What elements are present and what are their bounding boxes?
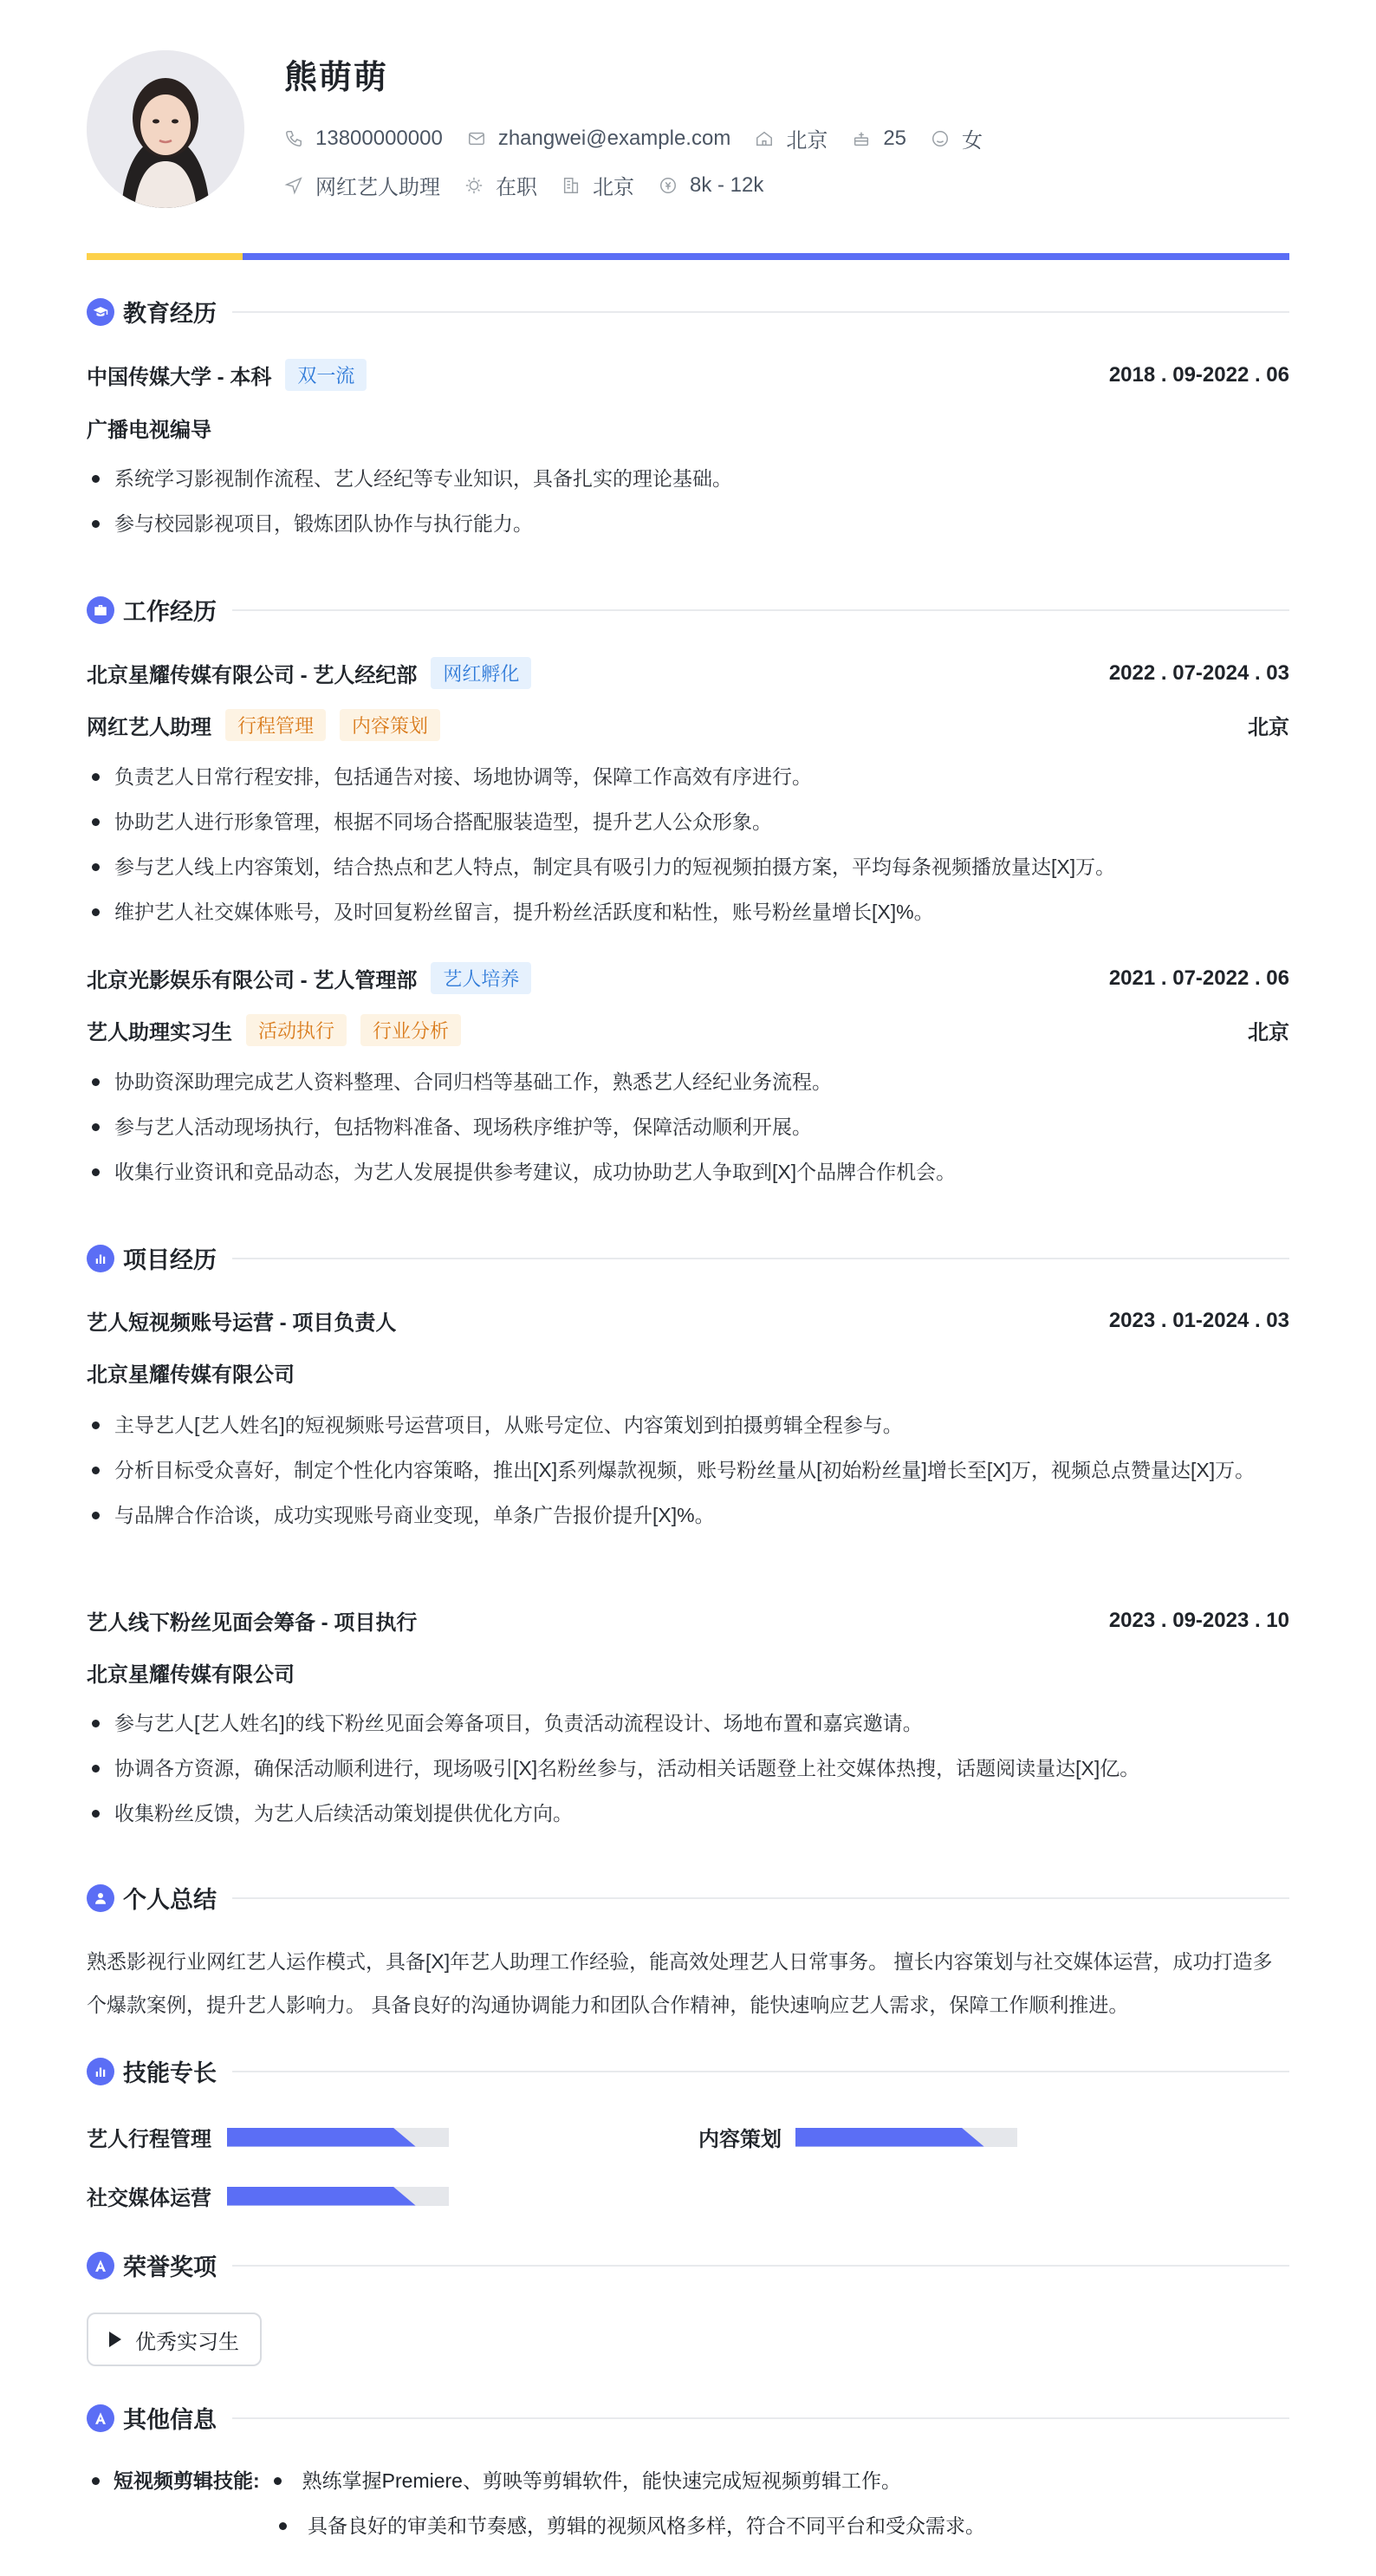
- section-work: [87, 593, 1289, 627]
- project-title: 艺人短视频账号运营 - 项目负责人: [87, 1311, 397, 1335]
- award-label: 优秀实习生: [135, 2330, 239, 2354]
- avatar-photo: [87, 50, 244, 208]
- skill-item: [698, 2122, 1017, 2152]
- section-title: 其他信息: [123, 2407, 217, 2433]
- bullet-dot: [92, 2477, 100, 2485]
- face-icon: [931, 129, 950, 148]
- project-company: 北京星耀传媒有限公司: [87, 1663, 295, 1687]
- status-value: 在职: [496, 176, 537, 199]
- city-item: [755, 123, 828, 153]
- section-projects: [87, 1241, 1289, 1275]
- list-item: 参与校园影视项目，锻炼团队协作与执行能力。: [87, 508, 1289, 539]
- section-divider: [232, 609, 1289, 611]
- award-icon: [87, 2252, 114, 2280]
- project-company: 北京星耀传媒有限公司: [87, 1363, 295, 1387]
- list-item: 熟练掌握Premiere、剪映等剪辑软件，能快速完成短视频剪辑工作。: [302, 2469, 901, 2492]
- section-title: 教育经历: [123, 301, 217, 327]
- other-info-row: [87, 2510, 1289, 2541]
- education-header: [87, 359, 1289, 391]
- education-major-row: [87, 413, 1289, 443]
- work-role-row: [87, 1014, 1289, 1046]
- header-divider-accent: [87, 253, 243, 260]
- job-intent-row: [284, 170, 788, 200]
- section-education: [87, 295, 1289, 329]
- project-bullets: [87, 1409, 1289, 1545]
- send-icon: [284, 176, 303, 195]
- section-other: [87, 2401, 1289, 2435]
- loader-icon: [464, 176, 484, 195]
- mail-icon: [467, 129, 486, 148]
- section-summary: [87, 1881, 1289, 1915]
- work-bullets: [87, 761, 1289, 941]
- skill-item: [87, 2122, 449, 2152]
- contact-row: [284, 123, 1007, 153]
- bullet-dot: [274, 2477, 282, 2485]
- gender-item: [931, 123, 983, 153]
- gender-value: 女: [962, 129, 983, 153]
- list-item: 协调各方资源，确保活动顺利进行，现场吸引[X]名粉丝参与，活动相关话题登上社交媒体热搜，话题阅读量达[X]亿。: [87, 1753, 1289, 1784]
- major-name: 广播电视编导: [87, 419, 211, 442]
- bullet-dot: [279, 2522, 287, 2530]
- email-value: zhangwei@example.com: [497, 126, 731, 150]
- section-divider: [232, 1258, 1289, 1259]
- cake-icon: [852, 129, 871, 148]
- section-awards: [87, 2248, 1289, 2282]
- project-title: 艺人线下粉丝见面会筹备 - 项目执行: [87, 1611, 418, 1635]
- skill-bar: [795, 2128, 1017, 2147]
- section-skills: [87, 2054, 1289, 2088]
- project-header: [87, 1305, 1289, 1336]
- target-city-item: [561, 170, 634, 200]
- briefcase-icon: [87, 596, 114, 624]
- salary-item: [659, 173, 763, 198]
- section-title: 技能专长: [123, 2060, 217, 2086]
- salary-value: 8k - 12k: [690, 172, 764, 197]
- user-icon: [87, 1884, 114, 1912]
- other-info-row: [87, 2465, 1289, 2496]
- phone-item: [284, 127, 443, 151]
- list-item: 参与艺人活动现场执行，包括物料准备、现场秩序维护等，保障活动顺利开展。: [87, 1111, 1289, 1142]
- company-name: 北京星耀传媒有限公司 - 艺人经纪部: [87, 664, 418, 687]
- project-date: 2023 . 09-2023 . 10: [1108, 1608, 1289, 1632]
- project-company-row: [87, 1357, 1289, 1388]
- skill-name: 艺人行程管理: [87, 2128, 211, 2151]
- section-divider: [232, 2265, 1289, 2267]
- resume-page: [87, 0, 1289, 2576]
- project-bullets: [87, 1708, 1289, 1843]
- school-name: 中国传媒大学 - 本科: [87, 366, 272, 389]
- role-name: 艺人助理实习生: [87, 1021, 232, 1044]
- skill-bar-fill: [227, 2128, 416, 2147]
- target-city-value: 北京: [593, 176, 634, 199]
- age-item: [852, 127, 906, 151]
- skill-bar-fill: [227, 2187, 416, 2206]
- work-location: 北京: [1248, 1021, 1289, 1044]
- skill-bar: [227, 2187, 449, 2206]
- list-item: 主导艺人[艺人姓名]的短视频账号运营项目，从账号定位、内容策划到拍摄剪辑全程参与。: [87, 1409, 1289, 1441]
- building-icon: [561, 176, 581, 195]
- play-icon: [109, 2332, 121, 2347]
- company-name: 北京光影娱乐有限公司 - 艺人管理部: [87, 969, 418, 992]
- age-value: 25: [883, 126, 907, 150]
- role-tag: 行业分析: [360, 1014, 461, 1046]
- section-divider: [232, 2417, 1289, 2419]
- list-item: 系统学习影视制作流程、艺人经纪等专业知识，具备扎实的理论基础。: [87, 463, 1289, 494]
- status-item: [464, 170, 537, 200]
- role-name: 网红艺人助理: [87, 716, 211, 739]
- work-role-row: [87, 709, 1289, 741]
- school-tag: 双一流: [285, 359, 367, 391]
- work-date: 2021 . 07-2022 . 06: [1108, 966, 1289, 990]
- other-info-label: 短视频剪辑技能:: [114, 2469, 260, 2492]
- target-job-item: [284, 170, 440, 200]
- graduation-cap-icon: [87, 298, 114, 326]
- list-item: 协助艺人进行形象管理，根据不同场合搭配服装造型，提升艺人公众形象。: [87, 806, 1289, 837]
- skill-name: 社交媒体运营: [87, 2187, 211, 2210]
- company-tag: 网红孵化: [431, 657, 531, 689]
- phone-value: 13800000000: [315, 126, 443, 150]
- role-tag: 行程管理: [225, 709, 326, 741]
- other-info: [87, 2465, 1289, 2555]
- header-divider: [87, 253, 1289, 260]
- list-item: 负责艺人日常行程安排，包括通告对接、场地协调等，保障工作高效有序进行。: [87, 761, 1289, 792]
- work-date: 2022 . 07-2024 . 03: [1108, 660, 1289, 685]
- work-header: [87, 657, 1289, 689]
- education-date: 2018 . 09-2022 . 06: [1108, 362, 1289, 387]
- section-title: 个人总结: [123, 1887, 217, 1913]
- list-item: 参与艺人线上内容策划，结合热点和艺人特点，制定具有吸引力的短视频拍摄方案，平均每条视频播放量达[X]万。: [87, 851, 1289, 882]
- candidate-name: 熊萌萌: [284, 60, 389, 96]
- list-item: 维护艺人社交媒体账号，及时回复粉丝留言，提升粉丝活跃度和粘性，账号粉丝量增长[X]%。: [87, 896, 1289, 927]
- info-icon: [87, 2404, 114, 2432]
- target-job-value: 网红艺人助理: [315, 176, 440, 199]
- avatar: [87, 50, 244, 208]
- role-tag: 内容策划: [340, 709, 440, 741]
- project-company-row: [87, 1657, 1289, 1688]
- email-item: [467, 127, 731, 151]
- section-title: 工作经历: [123, 599, 217, 625]
- list-item: 收集行业资讯和竞品动态，为艺人发展提供参考建议，成功协助艺人争取到[X]个品牌合作机会。: [87, 1156, 1289, 1187]
- section-divider: [232, 1897, 1289, 1899]
- city-value: 北京: [786, 129, 828, 153]
- bar-chart-icon: [87, 1245, 114, 1272]
- work-location: 北京: [1248, 716, 1289, 739]
- section-divider: [232, 2071, 1289, 2072]
- list-item: 参与艺人[艺人姓名]的线下粉丝见面会筹备项目，负责活动流程设计、场地布置和嘉宾邀请。: [87, 1708, 1289, 1739]
- education-bullets: [87, 463, 1289, 553]
- award-badge: [87, 2313, 262, 2366]
- project-date: 2023 . 01-2024 . 03: [1108, 1308, 1289, 1332]
- skill-name: 内容策划: [698, 2128, 782, 2151]
- work-header: [87, 962, 1289, 994]
- skill-item: [87, 2181, 449, 2211]
- home-icon: [755, 129, 774, 148]
- list-item: 与品牌合作洽谈，成功实现账号商业变现，单条广告报价提升[X]%。: [87, 1499, 1289, 1531]
- project-header: [87, 1605, 1289, 1636]
- skill-bar-fill: [795, 2128, 984, 2147]
- work-bullets: [87, 1066, 1289, 1201]
- section-divider: [232, 311, 1289, 313]
- coin-icon: [659, 176, 678, 195]
- summary-text: 熟悉影视行业网红艺人运作模式，具备[X]年艺人助理工作经验，能高效处理艺人日常事务。 擅长内容策划与社交媒体运营，成功打造多个爆款案例，提升艺人影响力。 具备良好的沟通协调能力和团队合作精神，能快速响应艺人需求，保障工作顺利推进。: [87, 1950, 1273, 2016]
- company-tag: 艺人培养: [431, 962, 531, 994]
- section-title: 荣誉奖项: [123, 2254, 217, 2280]
- list-item: 具备良好的审美和节奏感，剪辑的视频风格多样，符合不同平台和受众需求。: [308, 2514, 985, 2537]
- chart-icon: [87, 2058, 114, 2085]
- list-item: 分析目标受众喜好，制定个性化内容策略，推出[X]系列爆款视频，账号粉丝量从[初始粉丝量]增长至[X]万，视频总点赞量达[X]万。: [87, 1454, 1289, 1486]
- list-item: 收集粉丝反馈，为艺人后续活动策划提供优化方向。: [87, 1798, 1289, 1829]
- list-item: 协助资深助理完成艺人资料整理、合同归档等基础工作，熟悉艺人经纪业务流程。: [87, 1066, 1289, 1097]
- section-title: 项目经历: [123, 1247, 217, 1273]
- skill-bar: [227, 2128, 449, 2147]
- phone-icon: [284, 129, 303, 148]
- role-tag: 活动执行: [246, 1014, 347, 1046]
